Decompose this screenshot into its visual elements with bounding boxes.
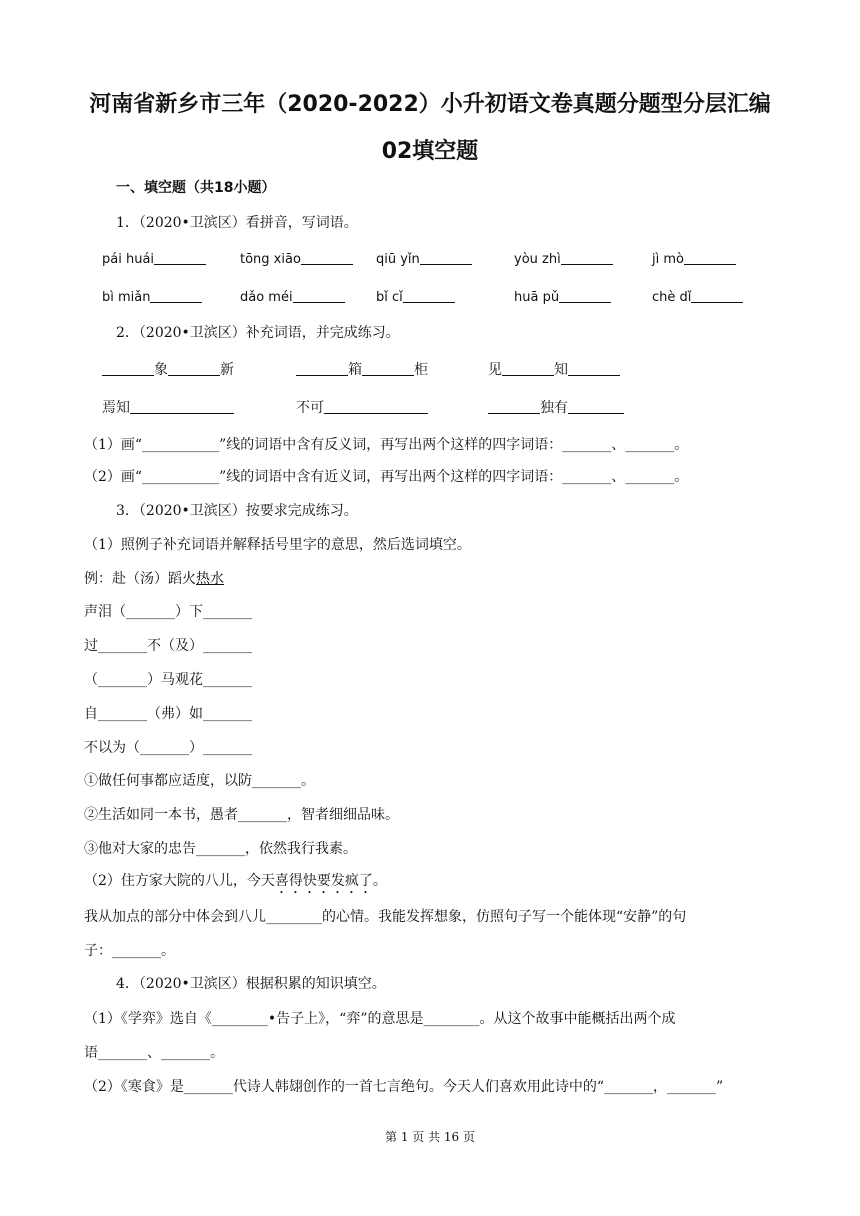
q3-para-line2: 子：_______。: [84, 943, 175, 959]
q4-sub2: （2）《寒食》是_______代诗人韩翃创作的一首七言绝句。今天人们喜欢用此诗中的“_______，_______”: [84, 1079, 724, 1095]
q1-pinyin-1: [102, 250, 206, 270]
answer-blank[interactable]: [168, 361, 220, 376]
q4-sub1-line1: （1）《学弈》选自《________•告子上》，“弈”的意思是________。从这个故事中能概括出两个成: [84, 1011, 676, 1027]
q2-word-2: [296, 360, 428, 380]
pinyin-text: dǎo méi: [240, 290, 293, 305]
answer-blank[interactable]: [559, 288, 611, 303]
q3-fill-1: ①做任何事都应适度，以防_______。: [84, 773, 315, 789]
answer-blank[interactable]: [296, 361, 348, 376]
answer-blank[interactable]: [488, 399, 540, 414]
word-char: 焉知: [102, 400, 130, 416]
q2-sub1: （1）画“___________”线的词语中含有反义词，再写出两个这样的四字词语：_______、_______。: [84, 437, 689, 453]
q3-line-2: 过_______不（及）_______: [84, 638, 252, 654]
q2-word-4: [102, 398, 234, 418]
pinyin-text: yòu zhì: [514, 252, 561, 267]
q3-line-3: （_______）马观花_______: [84, 672, 252, 688]
sub2-text-end: 。: [372, 873, 387, 889]
dotted-phrase: 喜得快要发疯了: [274, 873, 373, 889]
q4-sub1-line2: 语_______、_______。: [84, 1045, 224, 1061]
word-char: 独有: [540, 400, 568, 416]
q3-stem: 3．（2020•卫滨区）按要求完成练习。: [116, 503, 358, 519]
answer-blank[interactable]: [691, 288, 743, 303]
word-char: 新: [220, 362, 234, 378]
q1-pinyin-4: [514, 250, 613, 270]
q3-line-5: 不以为（_______）_______: [84, 740, 252, 756]
answer-blank[interactable]: [561, 250, 613, 265]
q3-line-4: 自_______（弗）如_______: [84, 706, 252, 722]
q2-word-5: [296, 398, 428, 418]
answer-blank[interactable]: [150, 288, 202, 303]
answer-blank[interactable]: [154, 250, 206, 265]
q2-sub2: （2）画“___________”线的词语中含有近义词，再写出两个这样的四字词语：_______、_______。: [84, 469, 689, 485]
pinyin-text: bì miǎn: [102, 290, 151, 305]
pinyin-text: huā pǔ: [514, 290, 560, 305]
q1-pinyin-7: [240, 288, 345, 308]
answer-blank[interactable]: [420, 250, 472, 265]
q3-line-1: 声泪（_______）下_______: [84, 604, 252, 620]
pinyin-text: chè dǐ: [652, 290, 692, 305]
answer-blank[interactable]: [102, 361, 154, 376]
q1-stem: 1．（2020•卫滨区）看拼音，写词语。: [116, 215, 358, 231]
q1-pinyin-9: [514, 288, 611, 308]
q2-stem: 2．（2020•卫滨区）补充词语，并完成练习。: [116, 325, 400, 341]
word-char: 箱: [348, 362, 362, 378]
pinyin-text: pái huái: [102, 252, 155, 267]
q3-para-line1: 我从加点的部分中体会到八儿________的心情。我能发挥想象，仿照句子写一个能体现“安静”的句: [84, 909, 687, 925]
q1-pinyin-2: [240, 250, 353, 270]
answer-blank[interactable]: [130, 399, 234, 414]
pinyin-text: jì mò: [652, 252, 684, 267]
q4-stem: 4．（2020•卫滨区）根据积累的知识填空。: [116, 976, 386, 992]
pinyin-text: bǐ cǐ: [376, 290, 403, 305]
q2-word-6: [488, 398, 624, 418]
q1-pinyin-5: [652, 250, 736, 270]
pinyin-text: tōng xiāo: [240, 252, 301, 267]
word-char: 知: [554, 362, 568, 378]
sub2-text: （2）住方家大院的八儿，今天: [84, 873, 275, 889]
word-char: 见: [488, 362, 502, 378]
q2-word-1: [102, 360, 234, 380]
q1-pinyin-10: [652, 288, 743, 308]
answer-blank[interactable]: [324, 399, 428, 414]
answer-blank[interactable]: [293, 288, 345, 303]
answer-blank[interactable]: [502, 361, 554, 376]
q3-fill-2: ②生活如同一本书，愚者_______，智者细细品味。: [84, 807, 399, 823]
answer-blank[interactable]: [568, 361, 620, 376]
doc-title-line1: 河南省新乡市三年（2020-2022）小升初语文卷真题分题型分层汇编: [89, 92, 771, 117]
word-char: 柜: [414, 362, 428, 378]
answer-blank[interactable]: [301, 250, 353, 265]
example-text: 例：赴（汤）蹈火: [84, 571, 196, 587]
q3-fill-3: ③他对大家的忠告_______，依然我行我素。: [84, 841, 357, 857]
q1-pinyin-8: [376, 288, 455, 308]
example-answer: 热水: [196, 571, 224, 587]
answer-blank[interactable]: [568, 399, 624, 414]
word-char: 不可: [296, 400, 324, 416]
section-heading: 一、填空题（共18小题）: [116, 180, 276, 196]
q2-word-3: [488, 360, 620, 380]
q1-pinyin-3: [376, 250, 472, 270]
answer-blank[interactable]: [403, 288, 455, 303]
word-char: 象: [154, 362, 168, 378]
q3-sub2: [84, 871, 387, 897]
pinyin-text: qiū yǐn: [376, 252, 420, 267]
page-footer: 第 1 页 共 16 页: [385, 1130, 475, 1144]
q3-example: [84, 569, 224, 589]
q3-sub1: （1）照例子补充词语并解释括号里字的意思，然后选词填空。: [84, 537, 471, 553]
answer-blank[interactable]: [684, 250, 736, 265]
doc-title-line2: 02填空题: [381, 139, 479, 164]
q1-pinyin-6: [102, 288, 202, 308]
answer-blank[interactable]: [362, 361, 414, 376]
